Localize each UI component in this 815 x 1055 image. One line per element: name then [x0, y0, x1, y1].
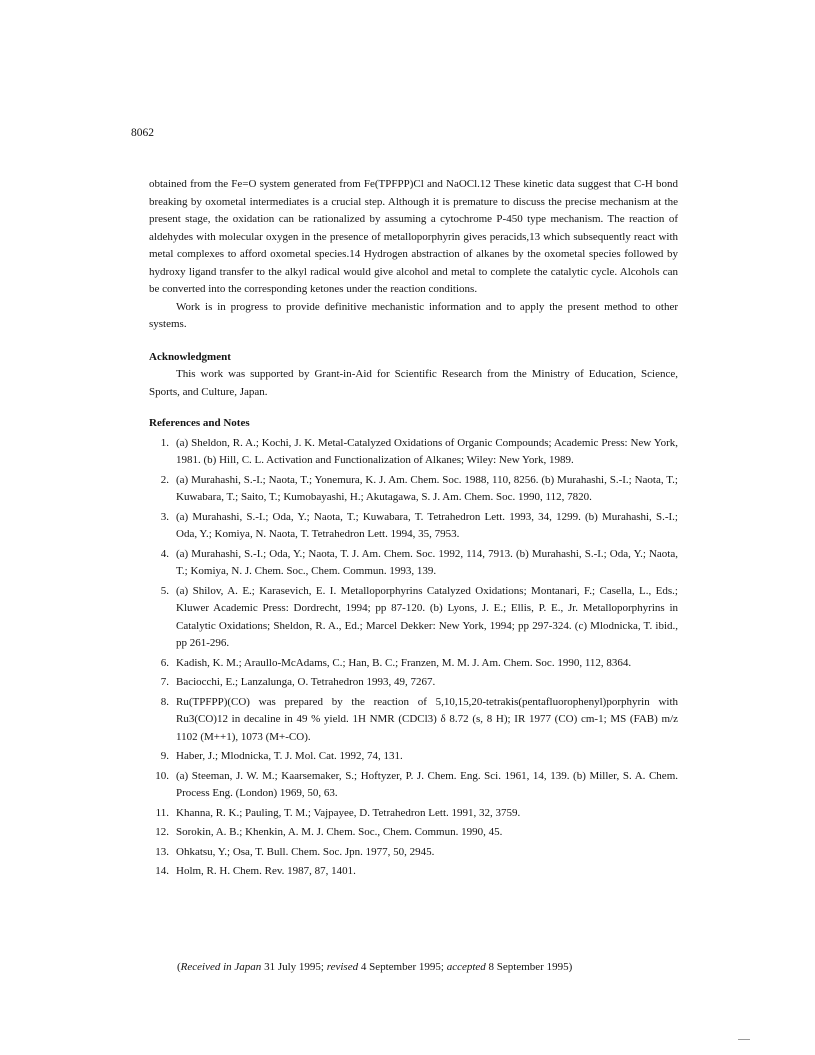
reference-item: [149, 805, 678, 823]
reference-number: 14.: [155, 865, 169, 877]
reference-number: 5.: [160, 584, 169, 597]
revised-date: 4 September 1995;: [360, 961, 444, 973]
reference-item: [149, 748, 678, 766]
reference-text: Sorokin, A. B.; Khenkin, A. M. J. Chem. Soc., Chem. Commun. 1990, 45.: [176, 826, 503, 838]
reference-text: (a) Murahashi, S.-I.; Oda, Y.; Naota, T.; Kuwabara, T. Tetrahedron Lett. 1993, 34, 1299. (b) Murahashi, S.-I.; Oda, Y.; Komiya, N. Naota, T. Tetrahedron Lett. 1994, 35, 7953.: [176, 510, 678, 540]
reference-item: [149, 863, 678, 881]
reference-text: Kadish, K. M.; Araullo-McAdams, C.; Han, B. C.; Franzen, M. M. J. Am. Chem. Soc. 1990, 112, 8364.: [176, 656, 632, 669]
reference-item: [149, 546, 678, 581]
received-label: Received in Japan: [180, 961, 262, 973]
reference-text: Holm, R. H. Chem. Rev. 1987, 87, 1401.: [176, 865, 356, 877]
reference-list: [149, 435, 678, 881]
accepted-label: accepted: [446, 961, 486, 973]
reference-number: 6.: [160, 656, 169, 669]
reference-item: [149, 694, 678, 747]
received-close-paren: ): [568, 961, 573, 973]
reference-number: 3.: [160, 510, 169, 523]
discussion-paragraph: obtained from the Fe=O system generated from Fe(TPFPP)Cl and NaOCl.12 These kinetic data suggest that C-H bond breaking by oxometal intermediates is a crucial step. Although it is premature to discuss the precise mechanism at the present stage, the oxidation can be rationalized by assuming a cytochrome P-450 type mechanism. The reaction of aldehydes with molecular oxygen in the presence of metalloporphyrin gives peracids,13 which subsequently react with metal complexes to afford oxometal species.14 Hydrogen abstraction of alkanes by the oxometal species followed by hydroxy ligand transfer to the alkyl radical would give alcohol and metal to complete the catalytic cycle. Alcohols can be converted into the corresponding ketones under the reaction conditions.: [149, 178, 678, 295]
reference-number: 7.: [160, 676, 169, 688]
reference-number: 9.: [160, 750, 169, 762]
reference-item: [149, 655, 678, 673]
reference-number: 10.: [155, 769, 169, 782]
reference-item: [149, 824, 678, 842]
reference-number: 1.: [160, 436, 169, 449]
reference-text: Khanna, R. K.; Pauling, T. M.; Vajpayee, D. Tetrahedron Lett. 1991, 32, 3759.: [176, 806, 521, 819]
reference-number: 2.: [160, 473, 169, 486]
reference-number: 11.: [155, 806, 169, 819]
reference-number: 8.: [160, 695, 169, 708]
accepted-date: 8 September 1995: [488, 961, 569, 973]
received-line: [177, 961, 572, 973]
reference-text: Haber, J.; Mlodnicka, T. J. Mol. Cat. 1992, 74, 131.: [176, 750, 403, 762]
reference-text: (a) Steeman, J. W. M.; Kaarsemaker, S.; Hoftyzer, P. J. Chem. Eng. Sci. 1961, 14, 139. (b) Miller, S. A. Chem. Process Eng. (London) 1969, 50, 63.: [176, 769, 678, 799]
reference-text: (a) Murahashi, S.-I.; Oda, Y.; Naota, T. J. Am. Chem. Soc. 1992, 114, 7913. (b) Murahashi, S.-I.; Oda, Y.; Naota, T.; Komiya, N. J. Chem. Soc., Chem. Commun. 1993, 139.: [176, 547, 678, 577]
reference-text: (a) Sheldon, R. A.; Kochi, J. K. Metal-Catalyzed Oxidations of Organic Compounds; Academic Press: New York, 1981. (b) Hill, C. L. Activation and Functionalization of Alkanes; Wiley: New York, 1989.: [176, 436, 678, 466]
reference-text: (a) Shilov, A. E.; Karasevich, E. I. Metalloporphyrins Catalyzed Oxidations; Montanari, F.; Casella, L., Eds.; Kluwer Academic Press: Dordrecht, 1994; pp 87-120. (b) Lyons, J. E.; Ellis, P. E., Jr. Metalloporphyrins in Catalytic Oxidations; Sheldon, R. A., Ed.; Marcel Dekker: New York, 1994; pp 297-324. (c) Mlodnicka, T. ibid., pp 261-296.: [176, 584, 678, 649]
reference-number: 12.: [155, 826, 169, 838]
reference-item: [149, 844, 678, 862]
revised-label: revised: [326, 961, 359, 973]
reference-item: [149, 674, 678, 692]
article-body: [149, 176, 678, 883]
scan-mark: [738, 1039, 750, 1040]
reference-item: [149, 583, 678, 653]
received-date: 31 July 1995;: [264, 961, 324, 973]
reference-number: 4.: [160, 547, 169, 560]
reference-item: [149, 509, 678, 544]
reference-text: Baciocchi, E.; Lanzalunga, O. Tetrahedron 1993, 49, 7267.: [176, 676, 436, 688]
reference-item: [149, 435, 678, 470]
reference-text: Ru(TPFPP)(CO) was prepared by the reaction of 5,10,15,20-tetrakis(pentafluorophenyl)porphyrin with Ru3(CO)12 in decaline in 49 % yield. 1H NMR (CDCl3) δ 8.72 (s, 8 H); IR 1977 (CO) cm-1; MS (FAB) m/z 1102 (M++1), 1073 (M+-CO).: [176, 695, 678, 743]
received-open-paren: (: [177, 961, 181, 973]
reference-text: Ohkatsu, Y.; Osa, T. Bull. Chem. Soc. Jpn. 1977, 50, 2945.: [176, 845, 435, 858]
reference-number: 13.: [155, 845, 169, 858]
reference-item: [149, 472, 678, 507]
reference-item: [149, 768, 678, 803]
acknowledgment-heading: Acknowledgment: [149, 350, 231, 363]
outlook-paragraph: Work is in progress to provide definitive mechanistic information and to apply the present method to other systems.: [149, 300, 678, 330]
acknowledgment-text: This work was supported by Grant-in-Aid for Scientific Research from the Ministry of Education, Science, Sports, and Culture, Japan.: [149, 368, 678, 398]
reference-text: (a) Murahashi, S.-I.; Naota, T.; Yonemura, K. J. Am. Chem. Soc. 1988, 110, 8256. (b) Murahashi, S.-I.; Naota, T.; Kuwabara, T.; Saito, T.; Kumobayashi, H.; Akutagawa, S. J. Am. Chem. Soc. 1990, 112, 7820.: [176, 473, 678, 503]
page-number: 8062: [131, 127, 154, 139]
references-heading: References and Notes: [149, 417, 250, 429]
